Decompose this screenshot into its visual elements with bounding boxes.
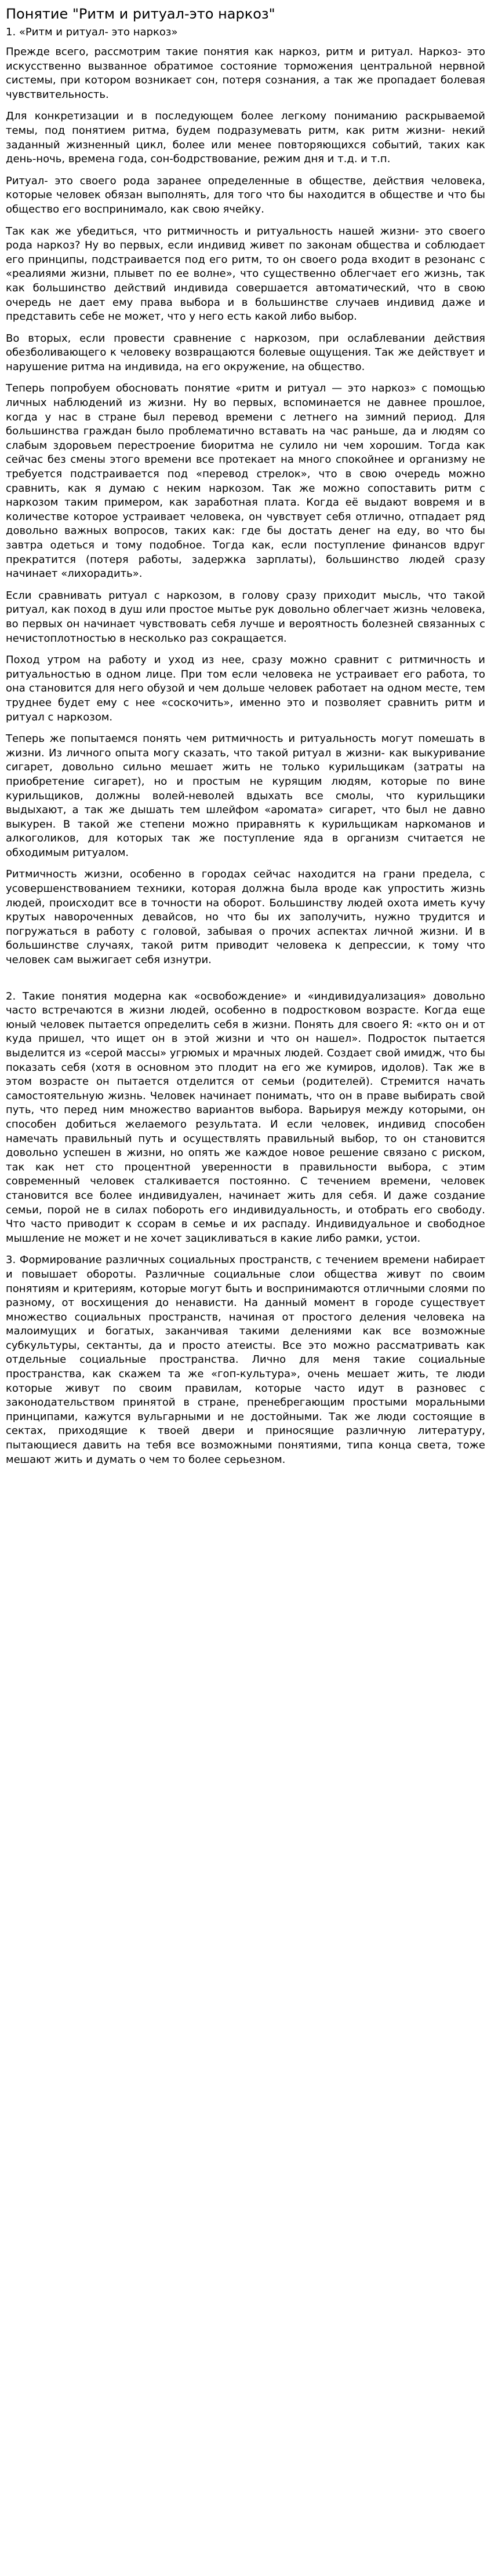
paragraph-rhythm-definition: Для конкретизации и в последующем более легкому пониманию раскрываемой темы, под понятием ритма, будем подразумевать ритм, как ритм жизни- некий заданный жизненный цикл, более или менее повторяющихся событий, таких как день-ночь, времена года, сон-бодрствование, режим дня и т.д. и т.п. bbox=[6, 110, 485, 166]
paragraph-city-rhythm: Ритмичность жизни, особенно в городах сейчас находится на грани предела, с усовершенствованием техники, которая должна была вроде как упростить жизнь людей, происходит все в точности на оборот. Большинству людей охота иметь кучу крутых навороченных девайсов, но что бы их заполучить, нужно трудится и погружаться в работу с головой, забывая о прочих аспектах личной жизни. И в большинстве случаях, такой ритм приводит человека к депрессии, к тому что человек сам выжигает себя изнутри. bbox=[6, 868, 485, 967]
paragraph-first-argument: Так как же убедиться, что ритмичность и ритуальность нашей жизни- это своего рода наркоз? Ну во первых, если индивид живет по законам общества и соблюдает его принципы, подстраивается под его ритм, то он своего рода входит в резонанс с «реалиями жизни, плывет по ее волне», что существенно облегчает его жизнь, так как большинство действий индивида совершается автоматический, что в свою очередь не дает ему права выбора и в большинстве случаев индивид даже и представить себе не может, что у него есть какой либо выбор. bbox=[6, 225, 485, 323]
paragraph-section-3: 3. Формирование различных социальных пространств, с течением времени набирает и повышает обороты. Различные социальные слои общества живут по своим понятиям и критериям, которые могут быть и воспринимаются отличными слоями по разному, от восхищения до ненависти. На данный момент в городе существует множество социальных пространств, начиная от простого деления человека на малоимущих и богатых, заканчивая такими делениями как все возможные субкультуры, сектанты, да и просто атеисты. Все это можно рассматривать как отдельные социальные пространства. Лично для меня такие социальные пространства, как скажем та же «гоп-культура», очень мешает жить, те люди которые живут по своим правилам, которые часто идут в разновес с законодательством принятой в стране, пренебрегающим простыми моральными принципами, кажутся вульгарными и не достойными. Так же люди состоящие в сектах, приходящие к твоей двери и приносящие различную литературу, пытающиеся давить на тебя все возможными понятиями, типа конца света, тоже мешают жить и думать о чем то более серьезном. bbox=[6, 1254, 485, 1466]
paragraph-personal-observations: Теперь попробуем обосновать понятие «ритм и ритуал — это наркоз» с помощью личных наблюдений из жизни. Ну во первых, вспоминается не давнее прошлое, когда у нас в стране был перевод времени с летнего на зимний период. Для большинства граждан было проблематично вставать на час раньше, да и людям со слабым здоровьем перестроение биоритма не сулило ни чем хорошим. Тогда как сейчас без смены этого времени все протекает на много спокойнее и организму не требуется подстраивается под «перевод стрелок», что в свою очередь можно сравнить, как я думаю с неким наркозом. Так же можно сопоставить ритм с наркозом таким примером, как заработная плата. Когда её выдают вовремя и в количестве которое устраивает человека, он чувствует себя отлично, отпадает ряд довольно важных вопросов, таких как: где бы достать денег на еду, во что бы завтра одеться и тому подобное. Тогда как, если поступление финансов вдруг прекратится (потеря работы, задержка зарплаты), большинство людей сразу начинает «лихорадить». bbox=[6, 382, 485, 580]
paragraph-second-argument: Во вторых, если провести сравнение с наркозом, при ослаблевании действия обезболивающего к человеку возвращаются болевые ощущения. Так же действует и нарушение ритма на индивида, на его окружение, на общество. bbox=[6, 332, 485, 373]
paragraph-ritual-definition: Ритуал- это своего рода заранее определенные в обществе, действия человека, которые человек обязан выполнять, для того что бы находится в обществе и что бы общество его воспринимало, как свою ячейку. bbox=[6, 174, 485, 215]
paragraph-section-2: 2. Такие понятия модерна как «освобождение» и «индивидуализация» довольно часто встречаются в жизни людей, особенно в подростковом возрасте. Когда еще юный человек пытается определить себя в жизни. Понять для своего Я: «кто он и от куда пришел, что ищет он в этой жизни и что он нашел». Подросток пытается выделится из «серой массы» угрюмых и мрачных людей. Создает свой имидж, что бы показать себя (хотя в основном это плодит на его же кумиров, идолов). Так же в этом возрасте он пытается отделится от семьи (родителей). Стремится начать самостоятельную жизнь. Человек начинает понимать, что он в праве выбирать свой путь, что перед ним множество вариантов выбора. Варьируя между которыми, он способен добиться желаемого результата. И если человек, индивид способен намечать правильный путь и осуществлять правильный выбор, то он становится довольно успешен в жизни, но опять же каждое новое решение связано с риском, так как нет сто процентной уверенности в правильности выбора, с этим современный человек сталкивается постоянно. С течением времени, человек становится все более индивидуален, начинает жить для себя. И даже создание семьи, порой не в силах побороть его индивидуальность, и отобрать его свободу. Что часто приводит к ссорам в семье и их распаду. Индивидуальное и свободное мышление не может и не хочет зацикливаться в какие либо рамки, устои. bbox=[6, 990, 485, 1245]
page-title: Понятие "Ритм и ритуал-это наркоз" bbox=[6, 6, 275, 22]
paragraph-anesthesia-definition: Прежде всего, рассмотрим такие понятия как наркоз, ритм и ритуал. Наркоз- это искусственно вызванное обратимое состояние торможения центральной нервной системы, при котором возникает сон, потеря сознания, а так же пропадает болевая чувствительность. bbox=[6, 46, 485, 101]
section-1-heading: 1. «Ритм и ритуал- это наркоз» bbox=[6, 26, 178, 38]
paragraph-smoking-example: Теперь же попытаемся понять чем ритмичность и ритуальность могут помешать в жизни. Из личного опыта могу сказать, что такой ритуал в жизни- как выкуривание сигарет, довольно сильно мешает жить не только курильщикам (затраты на приобретение сигарет), но и простым не курящим людям, которые по вине курильщиков, должны волей-неволей вдыхать все смолы, что курильщики выдыхают, а так же дышать тем шлейфом «аромата» сигарет, что был не давно выкурен. В такой же степени можно приравнять к курильщикам наркоманов и алкоголиков, для которых так же поступление яда в организм считается не обходимым ритуалом. bbox=[6, 733, 485, 859]
paragraph-ritual-comparison: Если сравнивать ритуал с наркозом, в голову сразу приходит мысль, что такой ритуал, как поход в душ или простое мытье рук довольно облегчает жизнь человека, во первых он начинает чувствовать себя лучше и вероятность болезней связанных с нечистоплотностью в несколько раз сокращается. bbox=[6, 589, 485, 645]
paragraph-work-comparison: Поход утром на работу и уход из нее, сразу можно сравнит с ритмичность и ритуальностью в одном лице. При том если человека не устраивает его работа, то она становится для него обузой и чем дольше человек работает на одном месте, тем труднее будет ему с нее «соскочить», именно это и позволяет сравнить ритм и ритуал с наркозом. bbox=[6, 654, 485, 723]
